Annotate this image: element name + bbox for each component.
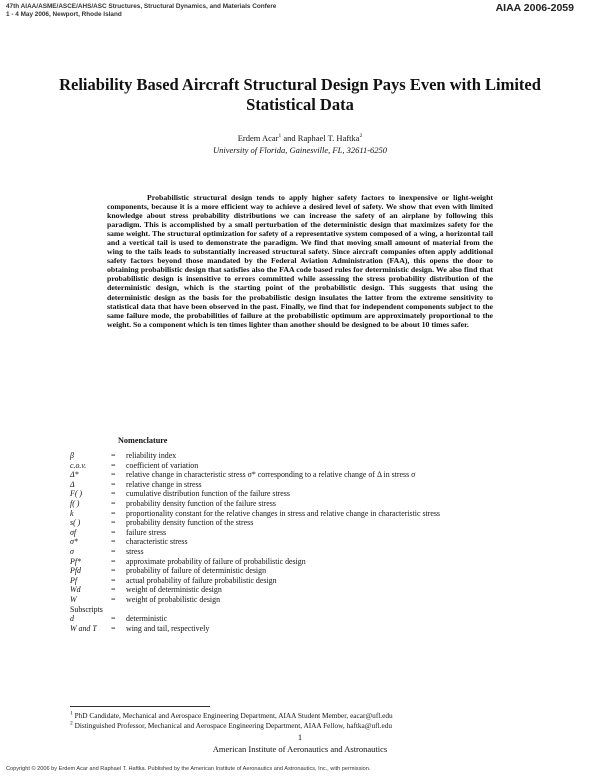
nomenclature-definition: actual probability of failure probabilistic design [126, 575, 277, 585]
author-1: Erdem Acar [237, 133, 279, 143]
nomenclature-definition: failure stress [126, 527, 167, 537]
nomenclature-entry [70, 537, 188, 547]
author-conjunction: and [281, 133, 298, 143]
subscript-symbol: W and T [70, 623, 97, 633]
author-2-mark: 2 [359, 133, 363, 140]
footnote-rule [70, 706, 210, 707]
copyright-notice: Copyright © 2006 by Erdem Acar and Raphael T. Haftka. Published by the American Institute of Aeronautics and Astronautics, Inc., with permission. [6, 766, 371, 772]
footnote-mark: 1 [70, 710, 73, 717]
equals-sign: = [111, 594, 116, 604]
author-1-mark: 1 [278, 133, 282, 140]
nomenclature-definition: weight of deterministic design [126, 585, 222, 595]
nomenclature-symbol: Pf [70, 575, 78, 585]
nomenclature-entry [70, 498, 276, 509]
nomenclature-entry [70, 575, 277, 586]
equals-sign: = [111, 575, 116, 585]
nomenclature-heading: Nomenclature [118, 436, 168, 445]
footnote-text: PhD Candidate, Mechanical and Aerospace Engineering Department, AIAA Student Member, eacar@ufl.edu [74, 711, 393, 720]
equals-sign: = [111, 623, 116, 633]
equals-sign: = [111, 566, 116, 576]
nomenclature-symbol: k [70, 508, 74, 518]
equals-sign: = [111, 546, 116, 556]
subscript-symbol: d [70, 614, 74, 624]
affiliation: University of Florida, Gainesville, FL, 32611-6250 [212, 145, 388, 155]
nomenclature-symbol: Δ [70, 479, 75, 489]
society-name: American Institute of Aeronautics and Astronautics [212, 744, 388, 754]
nomenclature-symbol: β [70, 451, 74, 460]
equals-sign: = [111, 556, 116, 566]
nomenclature-symbol: σ* [70, 537, 78, 547]
nomenclature-definition: stress [126, 546, 144, 556]
nomenclature-symbol: c.o.v. [70, 460, 87, 470]
nomenclature-definition: coefficient of variation [126, 460, 199, 470]
nomenclature-definition: probability density function of the stress [126, 518, 254, 528]
nomenclature-symbol: σ [70, 546, 74, 556]
nomenclature-entry [70, 527, 167, 538]
nomenclature-entry [70, 546, 144, 557]
subscripts-heading: Subscripts [70, 604, 103, 614]
nomenclature-entry [70, 518, 254, 528]
nomenclature-symbol: σf [70, 527, 77, 537]
equals-sign: = [111, 527, 116, 537]
nomenclature-symbol: Δ* [70, 470, 79, 480]
nomenclature-symbol: Wd [70, 585, 81, 595]
nomenclature-entry [70, 508, 440, 519]
equals-sign: = [111, 498, 116, 508]
nomenclature-list [70, 451, 440, 633]
equals-sign: = [111, 537, 116, 547]
nomenclature-entry [70, 585, 222, 595]
conference-line-1: 47th AIAA/ASME/ASCE/AHS/ASC Structures, Structural Dynamics, and Materials Confere [6, 3, 277, 10]
nomenclature-definition: characteristic stress [126, 537, 188, 547]
nomenclature-definition: relative change in characteristic stress σ* corresponding to a relative change of Δ in stress σ [126, 470, 416, 480]
nomenclature-symbol: W [70, 594, 77, 604]
abstract: Probabilistic structural design tends to apply higher safety factors to inexpensive or light-weight components, because it is a more efficient way to achieve a desired level of safety. We show that even with limited knowledge about stress probability distributions we can increase the safety of an airplane by following this paradigm. This is accomplished by a small perturbation of the deterministic design that maximizes safety for the same weight. The structural optimization for safety of a representative system composed of a wing, a horizontal tail and a vertical tail is used to demonstrate the paradigm. We find that moving small amount of material from the wing to the tails leads to substantially increased structural safety. Since aircraft companies often apply additional safety factors beyond those mandated by the Federal Aviation Administration (FAA), this opens the door to obtaining probabilistic design that satisfies also the FAA code based rules for deterministic design. We also find that probabilistic design is insensitive to errors committed while assessing the stress probability distribution of the deterministic design, which is the starting point of the probabilistic design. This suggests that using the deterministic design as the basis for the probabilistic design insulates the latter from the extreme sensitivity to statistical data that have been observed in the past. Finally, we find that for independent components subject to the same failure mode, the probabilities of failure at the probabilistic optimum are approximately proportional to the weight. So a component which is ten times lighter than another should be designed to be about 10 times safer. [107, 193, 493, 329]
equals-sign: = [111, 451, 116, 460]
nomenclature-definition: weight of probabilistic design [126, 594, 221, 604]
author-line [150, 133, 450, 144]
nomenclature-entry [70, 594, 221, 605]
nomenclature-entry [70, 489, 290, 499]
nomenclature-definition: probability density function of the failure stress [126, 498, 276, 508]
equals-sign: = [111, 508, 116, 518]
equals-sign: = [111, 470, 116, 480]
conference-header [6, 3, 276, 19]
conference-line-2: 1 - 4 May 2006, Newport, Rhode Island [6, 11, 122, 19]
footnote-mark: 2 [70, 720, 73, 727]
subscript-definition: wing and tail, respectively [126, 623, 210, 633]
paper-title: Reliability Based Aircraft Structural Design Pays Even with Limited Statistical Data [59, 75, 541, 114]
nomenclature-symbol: Pfd [70, 566, 81, 576]
subscript-entry [70, 614, 168, 624]
nomenclature-definition: approximate probability of failure of probabilistic design [126, 556, 306, 566]
subscript-definition: deterministic [126, 614, 168, 624]
equals-sign: = [111, 614, 116, 624]
nomenclature-definition: relative change in stress [126, 479, 202, 489]
nomenclature-entry [70, 556, 306, 567]
nomenclature-symbol: Pf* [70, 556, 81, 566]
nomenclature-symbol: F( ) [70, 489, 83, 499]
nomenclature-definition: proportionality constant for the relative changes in stress and relative change in characteristic stress [126, 508, 440, 518]
nomenclature-entry [70, 451, 177, 461]
nomenclature-symbol: s( ) [70, 518, 81, 528]
nomenclature-entry [70, 566, 267, 576]
footnote-text: Distinguished Professor, Mechanical and Aerospace Engineering Department, AIAA Fellow, haftka@ufl.edu [74, 721, 392, 730]
nomenclature-entry [70, 460, 199, 471]
paper-id: AIAA 2006-2059 [495, 2, 574, 14]
footnote-1 [70, 711, 393, 720]
equals-sign: = [111, 460, 116, 470]
nomenclature-entry [70, 479, 202, 490]
equals-sign: = [111, 489, 116, 499]
nomenclature-symbol: f( ) [70, 498, 80, 508]
equals-sign: = [111, 585, 116, 595]
author-2: Raphael T. Haftka [297, 133, 360, 143]
nomenclature-definition: probability of failure of deterministic design [126, 566, 267, 576]
nomenclature-definition: cumulative distribution function of the failure stress [126, 489, 290, 499]
equals-sign: = [111, 479, 116, 489]
subscript-entry [70, 623, 210, 634]
equals-sign: = [111, 518, 116, 528]
nomenclature-entry [70, 470, 416, 480]
nomenclature-definition: reliability index [126, 451, 177, 460]
footnote-2 [70, 721, 392, 730]
page-number: 1 [297, 732, 303, 742]
